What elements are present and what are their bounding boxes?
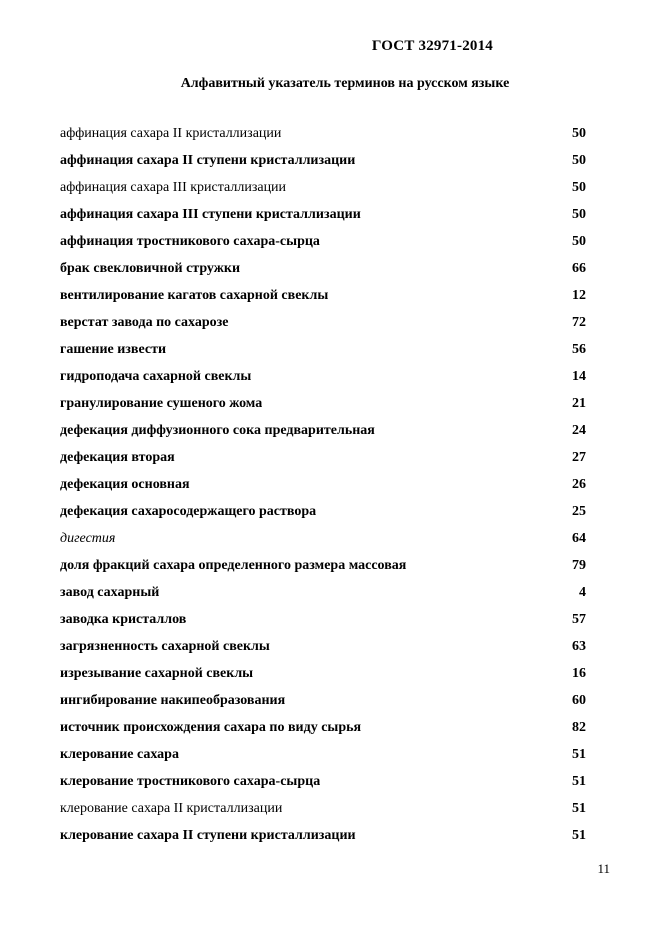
index-entry-term: клерование сахара (60, 747, 179, 762)
index-entry-page: 60 (572, 693, 586, 708)
index-entry-page: 14 (572, 369, 586, 384)
index-entry-page: 27 (572, 450, 586, 465)
index-entry-term: аффинация сахара II кристаллизации (60, 126, 282, 141)
index-entry (60, 552, 586, 579)
index-entry-page: 16 (572, 666, 586, 681)
index-entry-page: 64 (572, 531, 586, 546)
index-entry-term: клерование сахара II кристаллизации (60, 801, 283, 816)
index-entry (60, 228, 586, 255)
term-index-list (60, 120, 586, 849)
index-entry-term: аффинация сахара III кристаллизации (60, 180, 287, 195)
document-code: ГОСТ 32971-2014 (371, 38, 493, 54)
index-entry-page: 24 (572, 423, 586, 438)
index-entry-page: 25 (572, 504, 586, 519)
index-entry-page: 57 (572, 612, 586, 627)
index-entry (60, 525, 586, 552)
index-entry-term: гидроподача сахарной свеклы (60, 369, 252, 384)
index-entry-page: 66 (572, 261, 586, 276)
index-entry (60, 363, 586, 390)
index-entry (60, 444, 586, 471)
index-entry-term: клерование тростникового сахара-сырца (60, 774, 321, 789)
index-entry (60, 201, 586, 228)
index-entry (60, 795, 586, 822)
index-entry-page: 50 (572, 234, 586, 249)
index-entry-term: источник происхождения сахара по виду сырья (60, 720, 362, 735)
index-entry (60, 174, 586, 201)
index-entry-term: дефекация диффузионного сока предварительная (60, 423, 375, 438)
index-entry (60, 390, 586, 417)
index-entry (60, 147, 586, 174)
index-entry-page: 12 (572, 288, 586, 303)
index-entry (60, 471, 586, 498)
index-entry (60, 687, 586, 714)
index-entry-page: 51 (572, 747, 586, 762)
index-entry-page: 51 (572, 801, 586, 816)
index-entry-page: 50 (572, 207, 586, 222)
index-entry-page: 56 (572, 342, 586, 357)
index-entry-term: заводка кристаллов (60, 612, 187, 627)
index-entry-term: дефекация основная (60, 477, 190, 492)
index-entry-term: верстат завода по сахарозе (60, 315, 229, 330)
index-entry (60, 498, 586, 525)
index-entry-term: аффинация сахара II ступени кристаллизации (60, 153, 356, 168)
page-title: Алфавитный указатель терминов на русском языке (180, 76, 510, 91)
index-entry-term: брак свекловичной стружки (60, 261, 241, 276)
index-entry-term: гранулирование сушеного жома (60, 396, 263, 411)
index-entry (60, 822, 586, 849)
index-entry (60, 768, 586, 795)
index-entry-page: 63 (572, 639, 586, 654)
index-entry-page: 26 (572, 477, 586, 492)
index-entry-page: 50 (572, 180, 586, 195)
index-entry-page: 4 (579, 585, 586, 600)
index-entry-term: изрезывание сахарной свеклы (60, 666, 254, 681)
index-entry-term: вентилирование кагатов сахарной свеклы (60, 288, 329, 303)
index-entry (60, 633, 586, 660)
index-entry (60, 255, 586, 282)
index-entry-page: 51 (572, 774, 586, 789)
index-entry (60, 606, 586, 633)
index-entry-term: аффинация сахара III ступени кристаллизации (60, 207, 361, 222)
index-entry-term: гашение извести (60, 342, 167, 357)
index-entry (60, 336, 586, 363)
index-entry-page: 21 (572, 396, 586, 411)
index-entry-term: доля фракций сахара определенного размера массовая (60, 558, 407, 573)
index-entry-page: 50 (572, 153, 586, 168)
index-entry-page: 50 (572, 126, 586, 141)
index-entry-term: клерование сахара II ступени кристаллизации (60, 828, 356, 843)
index-entry-term: аффинация тростникового сахара-сырца (60, 234, 320, 249)
index-entry-term: загрязненность сахарной свеклы (60, 639, 270, 654)
index-entry-page: 82 (572, 720, 586, 735)
page-number: 11 (597, 861, 610, 876)
index-entry-term: завод сахарный (60, 585, 160, 600)
index-entry-term: дигестия (60, 531, 116, 546)
index-entry (60, 660, 586, 687)
index-entry (60, 741, 586, 768)
index-entry (60, 309, 586, 336)
index-entry (60, 120, 586, 147)
index-entry (60, 714, 586, 741)
index-entry (60, 579, 586, 606)
index-entry-page: 79 (572, 558, 586, 573)
index-entry-term: дефекация вторая (60, 450, 175, 465)
index-entry-page: 72 (572, 315, 586, 330)
index-entry (60, 417, 586, 444)
index-entry-term: ингибирование накипеобразования (60, 693, 286, 708)
index-entry (60, 282, 586, 309)
index-entry-page: 51 (572, 828, 586, 843)
index-entry-term: дефекация сахаросодержащего раствора (60, 504, 317, 519)
